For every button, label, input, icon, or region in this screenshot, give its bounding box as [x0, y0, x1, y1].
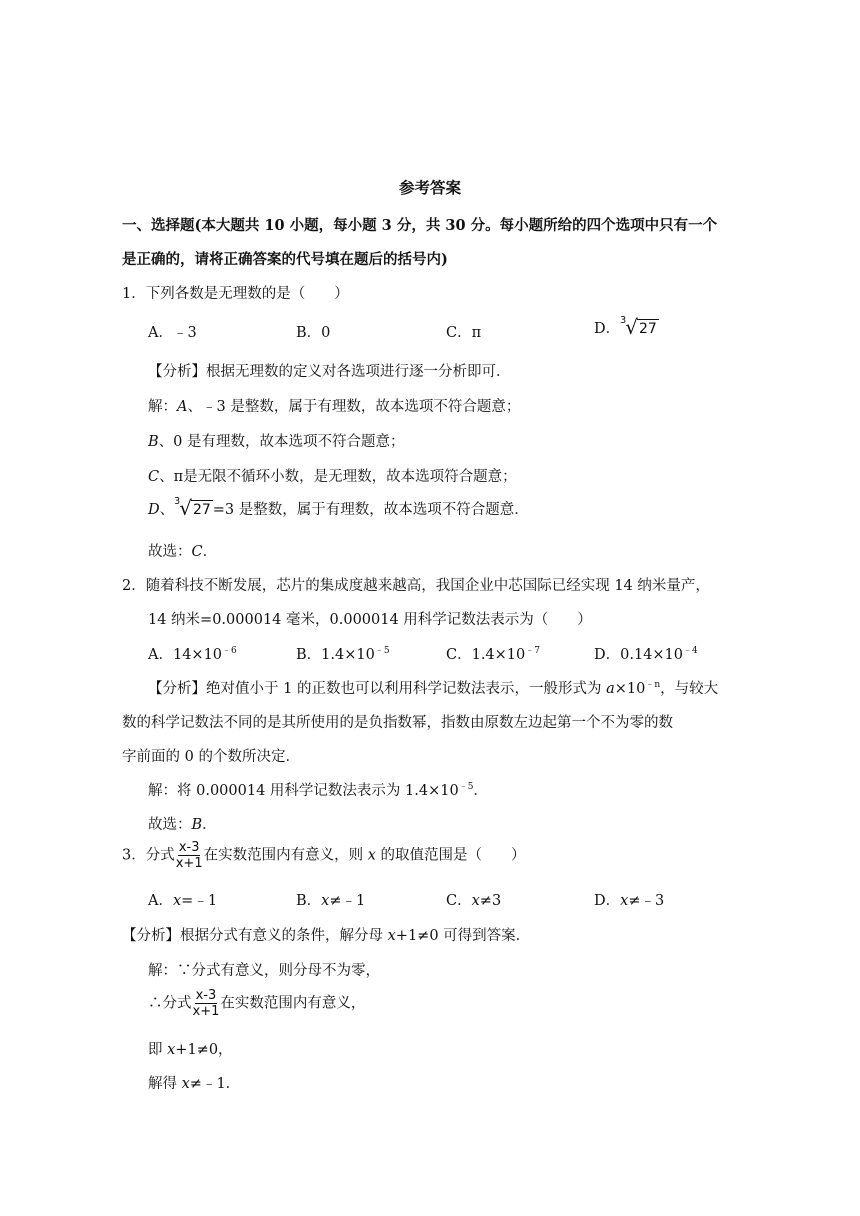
option-label: B．: [296, 893, 322, 909]
solution-text: =3 是整数，属于有理数，故本选项不符合题意．: [212, 502, 529, 518]
fraction: [176, 840, 203, 871]
q2-analysis-line-1: [148, 677, 718, 698]
radicand: 27: [192, 502, 211, 518]
page-title: 参考答案: [398, 178, 461, 197]
cube-root-27: [620, 315, 659, 339]
variable: x: [172, 893, 182, 909]
answer-prefix: 故选：: [148, 817, 192, 833]
variable: x: [367, 847, 376, 864]
exponent: ﹣7: [525, 646, 540, 656]
solution-text: 、π是无限不循环小数，是无理数，故本选项符合题意；: [159, 469, 517, 485]
radical-sign-icon: √: [179, 496, 192, 520]
option-text: C．1.4×10: [446, 647, 526, 663]
option-text: A．14×10: [148, 647, 223, 663]
solution-text: 即: [148, 1042, 168, 1058]
q2-analysis-line-3: 字前面的 0 的个数所决定．: [122, 749, 300, 765]
answer-prefix: 故选：: [148, 544, 192, 560]
q3-analysis: [122, 924, 530, 945]
radical-sign-icon: √: [625, 315, 638, 339]
exponent: ﹣4: [683, 646, 698, 656]
analysis-text: 【分析】根据分式有意义的条件，解分母: [122, 928, 388, 944]
option-text: =﹣1: [181, 893, 218, 909]
analysis-text: 【分析】绝对值小于 1 的正数也可以利用科学记数法表示，一般形式为: [148, 681, 607, 697]
q1-option-d: [594, 317, 659, 339]
variable: x: [181, 1076, 190, 1092]
section-heading-line-2: 是正确的，请将正确答案的代号填在题后的括号内): [122, 251, 448, 268]
option-label: D．: [594, 893, 621, 909]
separator: 、: [159, 502, 175, 518]
fraction-numerator: x-3: [195, 988, 217, 1003]
solution-text: 解：将 0.000014 用科学记数法表示为 1.4×10: [148, 783, 459, 799]
option-text: D．0.14×10: [594, 647, 684, 663]
q2-stem-line-2: 14 纳米=0.000014 毫米，0.000014 用科学记数法表示为（ ）: [148, 612, 592, 628]
q2-answer: [148, 813, 217, 834]
stem-text: 的取值范围是（ ）: [375, 847, 526, 864]
q1-solution-b: [148, 430, 405, 451]
solution-text: +1≠0，: [175, 1042, 233, 1058]
q2-option-c: [446, 643, 540, 664]
fraction: [193, 988, 220, 1019]
answer-end: ．: [202, 817, 217, 833]
solution-prefix: 解：: [148, 399, 177, 415]
option-text: ≠3: [479, 893, 502, 909]
fraction-denominator: x+1: [175, 856, 203, 871]
variable: x: [321, 893, 330, 909]
variable: x: [387, 928, 396, 944]
exponent: ﹣n: [645, 680, 661, 690]
option-label: C．: [446, 893, 472, 909]
section-heading-line-1: 一、选择题(本大题共 10 小题，每小题 3 分，共 30 分。每小题所给的四个选项中只有一个: [122, 217, 718, 234]
q2-option-a: [148, 643, 237, 664]
fraction-numerator: x-3: [178, 840, 200, 855]
solution-text: ．: [473, 783, 488, 799]
q3-option-a: [148, 889, 217, 910]
q1-analysis: 【分析】根据无理数的定义对各选项进行逐一分析即可．: [148, 364, 511, 380]
q2-stem-line-1: 2．随着科技不断发展，芯片的集成度越来越高，我国企业中芯国际已经实现 14 纳米量产，: [122, 578, 710, 594]
answer-end: ．: [202, 544, 218, 560]
q2-option-b: [296, 643, 390, 664]
answer-var: B: [191, 817, 203, 833]
stem-text: 在实数范围内有意义，则: [203, 847, 368, 864]
q1-option-c: C．π: [446, 325, 482, 341]
option-text: B．1.4×10: [296, 647, 375, 663]
stem-text: 3．分式: [122, 847, 175, 864]
q3-option-c: [446, 889, 501, 910]
variable: x: [620, 893, 629, 909]
q1-option-a: A．﹣3: [148, 325, 197, 341]
q2-analysis-line-2: 数的科学记数法不同的是其所使用的是负指数幂，指数由原数左边起第一个不为零的数: [122, 715, 673, 731]
exponent: ﹣5: [374, 646, 390, 656]
q1-option-b: B．0: [296, 325, 331, 341]
q3-solution-line-4: [148, 1072, 240, 1093]
answer-var: C: [191, 544, 203, 560]
q3-option-d: [594, 889, 664, 910]
root-index: 3: [174, 496, 181, 507]
solution-text: 在实数范围内有意义，: [220, 995, 366, 1012]
analysis-text: +1≠0 可得到答案．: [395, 928, 531, 944]
q3-option-b: [296, 889, 365, 910]
q1-solution-c: [148, 465, 517, 486]
q3-stem: [122, 840, 526, 871]
q2-solution: [148, 779, 488, 800]
q1-solution-a: [148, 395, 520, 416]
q3-solution-line-2: [148, 988, 365, 1019]
q2-option-d: [594, 643, 698, 664]
q3-solution-line-1: 解：∵分式有意义，则分母不为零，: [148, 963, 380, 979]
fraction-denominator: x+1: [192, 1004, 220, 1019]
solution-text: ∴分式: [148, 995, 192, 1012]
root-index: 3: [620, 315, 627, 326]
solution-text: 、0 是有理数，故本选项不符合题意；: [158, 434, 405, 450]
solution-text: ≠﹣1．: [189, 1076, 241, 1092]
q1-option-d-label: D．: [594, 321, 621, 337]
q1-solution-d: [148, 498, 529, 520]
q1-answer: [148, 540, 217, 561]
radicand: 27: [638, 321, 657, 337]
solution-text: 、﹣3 是整数，属于有理数，故本选项不符合题意；: [187, 399, 521, 415]
option-var: C: [148, 469, 160, 485]
option-var: B: [148, 434, 159, 450]
option-var: A: [177, 399, 188, 415]
q1-stem: 1．下列各数是无理数的是（ ）: [122, 286, 349, 302]
analysis-text: ，与较大: [660, 681, 719, 697]
variable: x: [167, 1042, 176, 1058]
q3-solution-line-3: [148, 1038, 233, 1059]
analysis-text: ×10: [614, 681, 646, 697]
exponent: ﹣5: [458, 782, 474, 792]
option-var: D: [148, 502, 160, 518]
option-text: ≠﹣3: [628, 893, 665, 909]
variable: a: [606, 681, 615, 697]
solution-text: 解得: [148, 1076, 182, 1092]
exponent: ﹣6: [222, 646, 237, 656]
option-label: A．: [148, 893, 173, 909]
option-text: ≠﹣1: [329, 893, 366, 909]
variable: x: [471, 893, 480, 909]
cube-root-27: [174, 496, 213, 520]
